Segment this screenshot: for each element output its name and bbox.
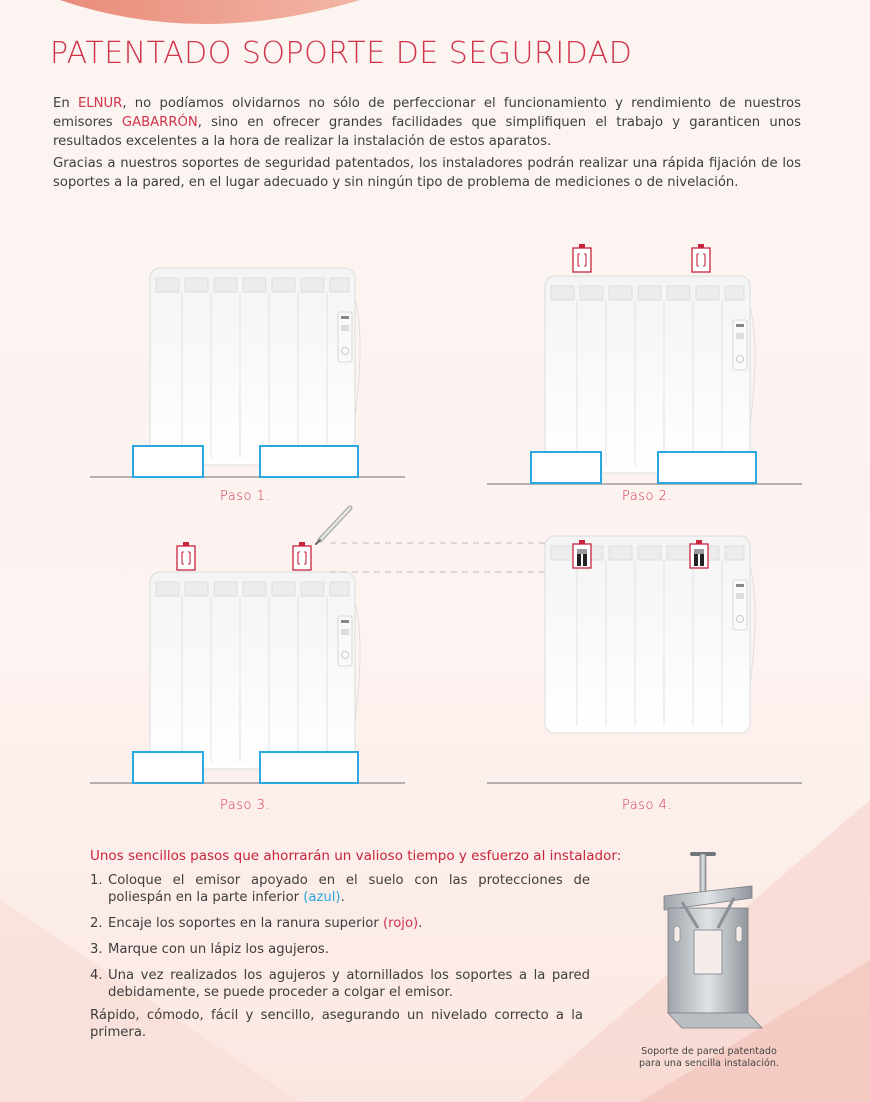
step-3-caption: Paso 3. (220, 798, 270, 813)
protection-block-right (260, 446, 358, 477)
list-item (90, 967, 590, 1001)
photo-caption-line-2: para una sencilla instalación. (639, 1058, 779, 1069)
step-1-caption: Paso 1. (220, 489, 270, 504)
bracket-right-mounted (690, 540, 708, 568)
brand-gabarron: GABARRÓN (121, 115, 198, 130)
bracket-left-mounted (573, 540, 591, 568)
step-2-caption: Paso 2. (622, 489, 672, 504)
step-text: Coloque el emisor apoyado en el suelo con las protecciones de poliespán en la parte inferior (108, 873, 590, 905)
closing-paragraph: Rápido, cómodo, fácil y sencillo, asegurando un nivelado correcto a la primera. (90, 1008, 583, 1040)
wall-bracket-image (638, 838, 778, 1038)
step-number: 4. (90, 968, 103, 983)
protection-block-right (260, 752, 358, 783)
step-2-illustration (487, 244, 802, 484)
pencil-icon (316, 508, 350, 544)
brand-elnur: ELNUR (77, 96, 123, 111)
step-number: 3. (90, 942, 103, 957)
step-highlight-red: (rojo) (382, 916, 419, 931)
step-3-illustration (90, 508, 555, 783)
list-item (90, 915, 590, 932)
photo-caption (600, 1046, 818, 1070)
step-highlight-blue: (azul) (303, 890, 341, 905)
intro-paragraph-1 (53, 94, 801, 151)
step-4-illustration (487, 536, 802, 783)
protection-block-left (133, 752, 203, 783)
intro-p1-end: , sino en ofrecer grandes facilidades que simplifiquen el trabajo y garanticen unos resultados excelentes a la hora de realizar la instalación de estos aparatos. (53, 115, 801, 149)
step-text-end: . (340, 890, 345, 905)
bracket-right (692, 244, 710, 272)
intro-p1-start: En (53, 96, 78, 111)
photo-caption-line-1: Soporte de pared patentado (641, 1046, 777, 1057)
step-1-illustration (90, 268, 405, 477)
steps-illustration (0, 225, 870, 825)
step-text: Una vez realizados los agujeros y atornillados los soportes a la pared debidamente, se puede proceder a colgar el emisor. (108, 968, 590, 1000)
step-text: Encaje los soportes en la ranura superior (108, 916, 383, 931)
list-item (90, 941, 590, 958)
step-number: 2. (90, 916, 103, 931)
steps-heading: Unos sencillos pasos que ahorrarán un valioso tiempo y esfuerzo al instalador: (90, 848, 622, 864)
protection-block-right (658, 452, 756, 483)
step-4-caption: Paso 4. (622, 798, 672, 813)
protection-block-left (531, 452, 601, 483)
list-item (90, 872, 590, 906)
page-title: PATENTADO SOPORTE DE SEGURIDAD (50, 36, 633, 71)
installation-diagram (0, 225, 870, 825)
step-text: Marque con un lápiz los agujeros. (108, 942, 329, 957)
protection-block-left (133, 446, 203, 477)
bracket-left (177, 542, 195, 570)
intro-paragraph-2: Gracias a nuestros soportes de seguridad patentados, los instaladores podrán realizar una rápida fijación de los soportes a la pared, en el lugar adecuado y sin ningún tipo de problema de mediciones o de nivelación. (53, 156, 801, 190)
steps-list (90, 872, 590, 1010)
bracket-left (573, 244, 591, 272)
step-number: 1. (90, 873, 103, 888)
bracket-right (293, 542, 311, 570)
step-text-end: . (418, 916, 423, 931)
intro-p1-middle: , no podíamos olvidarnos no sólo de perfeccionar el funcionamiento y rendimiento de nuestros emisores (53, 96, 801, 130)
